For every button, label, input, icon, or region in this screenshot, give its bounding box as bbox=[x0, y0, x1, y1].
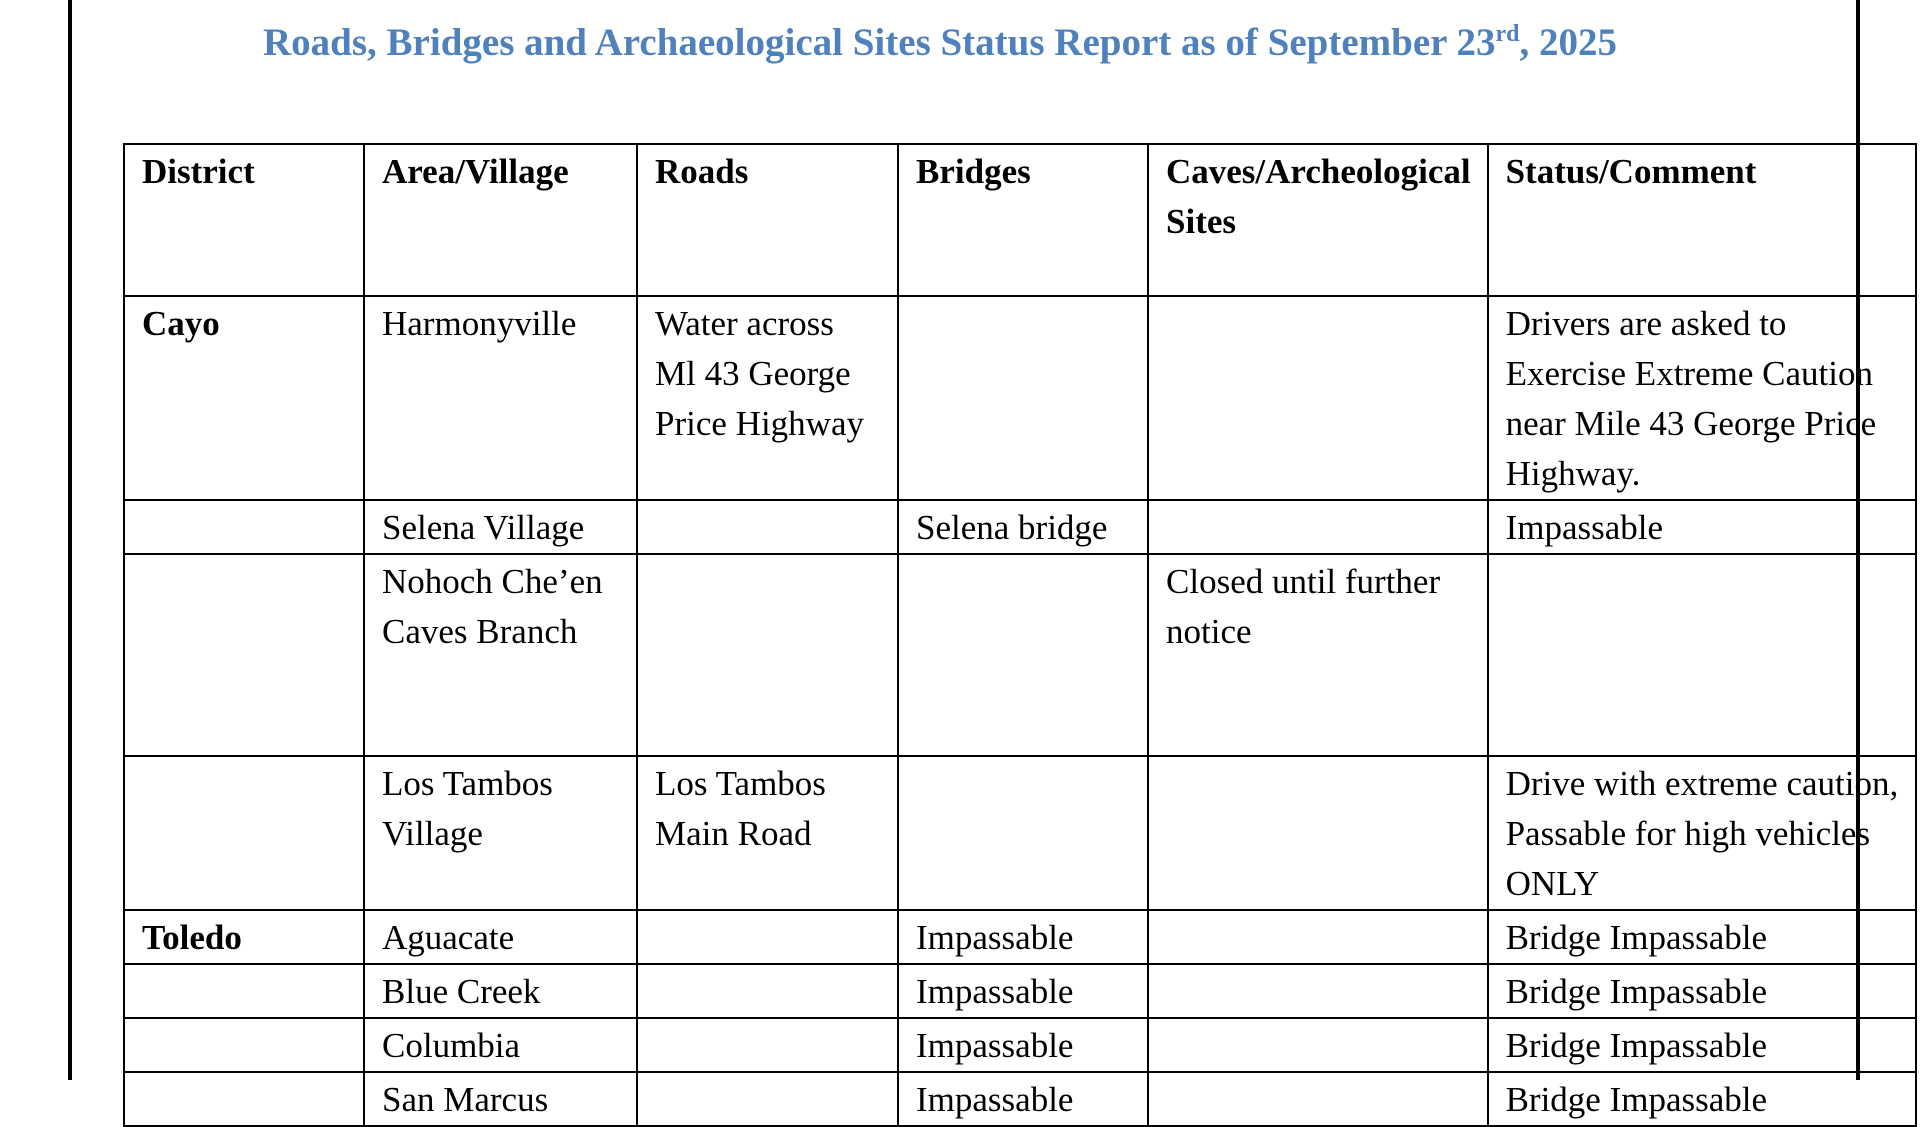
table-row bbox=[124, 910, 1916, 964]
cell-caves bbox=[1148, 500, 1488, 554]
report-title-end: , 2025 bbox=[1519, 21, 1617, 64]
cell-area: Columbia bbox=[364, 1018, 637, 1072]
cell-status: Impassable bbox=[1488, 500, 1916, 554]
cell-bridges: Selena bridge bbox=[898, 500, 1148, 554]
cell-district bbox=[124, 1072, 364, 1126]
cell-status: Bridge Impassable bbox=[1488, 1018, 1916, 1072]
cell-district bbox=[124, 964, 364, 1018]
cell-status bbox=[1488, 554, 1916, 756]
cell-roads bbox=[637, 964, 898, 1018]
cell-district: Toledo bbox=[124, 910, 364, 964]
page-border-left bbox=[68, 0, 72, 1080]
cell-caves: Closed until further notice bbox=[1148, 554, 1488, 756]
cell-area: Aguacate bbox=[364, 910, 637, 964]
cell-bridges: Impassable bbox=[898, 910, 1148, 964]
cell-caves bbox=[1148, 964, 1488, 1018]
cell-bridges: Impassable bbox=[898, 1018, 1148, 1072]
cell-bridges: Impassable bbox=[898, 1072, 1148, 1126]
cell-caves bbox=[1148, 296, 1488, 500]
cell-caves bbox=[1148, 910, 1488, 964]
cell-area: San Marcus bbox=[364, 1072, 637, 1126]
table-row bbox=[124, 1072, 1916, 1126]
table-row bbox=[124, 500, 1916, 554]
table-row bbox=[124, 964, 1916, 1018]
cell-roads bbox=[637, 1018, 898, 1072]
cell-bridges bbox=[898, 296, 1148, 500]
status-table bbox=[123, 143, 1917, 1127]
cell-status: Bridge Impassable bbox=[1488, 1072, 1916, 1126]
cell-area: Nohoch Che’en Caves Branch bbox=[364, 554, 637, 756]
cell-area: Selena Village bbox=[364, 500, 637, 554]
cell-district bbox=[124, 554, 364, 756]
cell-caves bbox=[1148, 1018, 1488, 1072]
cell-roads bbox=[637, 500, 898, 554]
cell-status: Drivers are asked to Exercise Extreme Caution near Mile 43 George Price Highway. bbox=[1488, 296, 1916, 500]
header-status-comment: Status/Comment bbox=[1488, 144, 1916, 296]
cell-area: Blue Creek bbox=[364, 964, 637, 1018]
cell-area: Los Tambos Village bbox=[364, 756, 637, 910]
table-row bbox=[124, 756, 1916, 910]
cell-roads bbox=[637, 1072, 898, 1126]
cell-caves bbox=[1148, 756, 1488, 910]
cell-caves bbox=[1148, 1072, 1488, 1126]
cell-district bbox=[124, 1018, 364, 1072]
cell-bridges: Impassable bbox=[898, 964, 1148, 1018]
cell-bridges bbox=[898, 756, 1148, 910]
header-bridges: Bridges bbox=[898, 144, 1148, 296]
table-row bbox=[124, 296, 1916, 500]
cell-district bbox=[124, 500, 364, 554]
cell-roads bbox=[637, 554, 898, 756]
report-title bbox=[0, 20, 1880, 65]
cell-district: Cayo bbox=[124, 296, 364, 500]
cell-status: Drive with extreme caution, Passable for high vehicles ONLY bbox=[1488, 756, 1916, 910]
report-title-main: Roads, Bridges and Archaeological Sites Status Report as of September 23 bbox=[263, 21, 1496, 64]
header-area-village: Area/Village bbox=[364, 144, 637, 296]
cell-roads bbox=[637, 910, 898, 964]
cell-status: Bridge Impassable bbox=[1488, 910, 1916, 964]
header-caves-archaeological-sites: Caves/Archeological Sites bbox=[1148, 144, 1488, 296]
cell-area: Harmonyville bbox=[364, 296, 637, 500]
cell-roads: Los Tambos Main Road bbox=[637, 756, 898, 910]
header-district: District bbox=[124, 144, 364, 296]
cell-status: Bridge Impassable bbox=[1488, 964, 1916, 1018]
cell-bridges bbox=[898, 554, 1148, 756]
header-roads: Roads bbox=[637, 144, 898, 296]
cell-district bbox=[124, 756, 364, 910]
cell-roads: Water across Ml 43 George Price Highway bbox=[637, 296, 898, 500]
report-title-superscript: rd bbox=[1495, 21, 1520, 47]
table-row bbox=[124, 554, 1916, 756]
table-row bbox=[124, 1018, 1916, 1072]
table-header-row bbox=[124, 144, 1916, 296]
